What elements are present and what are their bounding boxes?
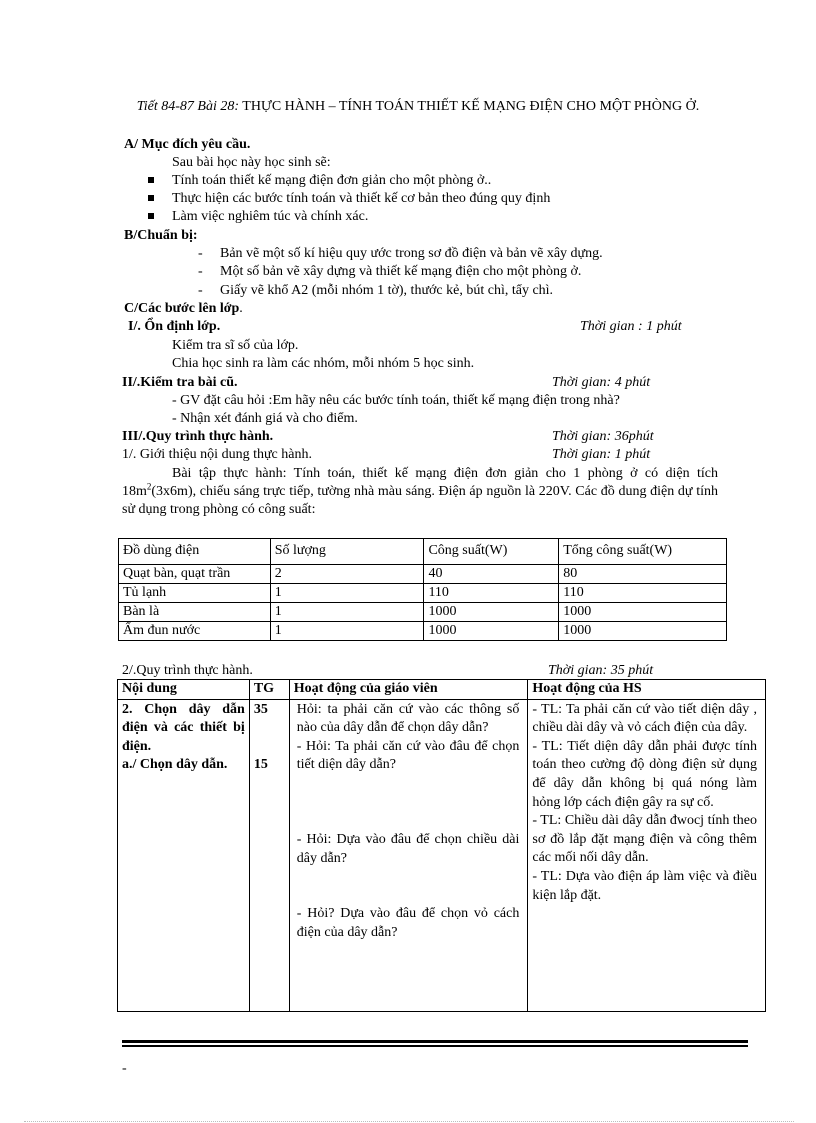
table-cell: 1 xyxy=(270,603,424,622)
part2-heading: 2/.Quy trình thực hành. xyxy=(122,663,253,678)
part-ii-line: - GV đặt câu hỏi :Em hãy nêu các bước tính toán, thiết kế mạng điện trong nhà? xyxy=(172,393,620,408)
bullet-icon xyxy=(148,177,154,183)
table-row xyxy=(119,584,727,603)
content-cell xyxy=(118,699,250,1011)
table-header-cell: Số lượng xyxy=(270,539,424,565)
bullet-icon xyxy=(148,213,154,219)
table-cell: 1 xyxy=(270,622,424,641)
table-header-cell: Tổng công suất(W) xyxy=(559,539,727,565)
time-cell xyxy=(249,699,289,1011)
objective-item: Làm việc nghiêm túc và chính xác. xyxy=(148,208,368,226)
objective-item: Tính toán thiết kế mạng điện đơn giản cho một phòng ở.. xyxy=(148,172,491,190)
teacher-question: - Hỏi? Dựa vào đâu để chọn vỏ cách điện của dây dẫn? xyxy=(296,906,520,940)
table-cell: Ấm đun nước xyxy=(119,622,271,641)
table-row xyxy=(119,603,727,622)
part-ii-line: - Nhận xét đánh giá và cho điểm. xyxy=(172,411,358,426)
table-cell: 80 xyxy=(559,565,727,584)
footer-rule xyxy=(122,1045,748,1047)
objective-item: Thực hiện các bước tính toán và thiết kế cơ bản theo đúng quy định xyxy=(148,190,550,208)
preparation-item: - Một số bản vẽ xây dựng và thiết kế mạng điện cho một phòng ở. xyxy=(198,264,582,279)
content-item: 2. Chọn dây dẫn điện và các thiết bị điện. xyxy=(122,701,245,754)
time-value: 35 xyxy=(253,701,268,717)
part-i-line: Kiểm tra sĩ số của lớp. xyxy=(172,338,299,353)
bullet-icon xyxy=(148,195,154,201)
lesson-title xyxy=(118,98,718,116)
part-i-line: Chia học sinh ra làm các nhóm, mỗi nhóm 5 học sinh. xyxy=(172,356,475,371)
teacher-question: - Hỏi: Ta phải căn cứ vào đâu để chọn tiết diện dây dẫn? xyxy=(296,738,520,773)
table-cell: 1000 xyxy=(559,603,727,622)
table-cell: 2 xyxy=(270,565,424,584)
table-row xyxy=(118,699,766,1011)
part-iii-time: Thời gian: 36phút xyxy=(552,429,654,444)
table-cell: Quạt bàn, quạt trần xyxy=(119,565,271,584)
table-header-row xyxy=(119,539,727,565)
section-c-heading: C/Các bước lên lớp. xyxy=(124,301,243,316)
table-cell: 110 xyxy=(424,584,559,603)
student-answer: - TL: Dựa vào điện áp làm việc và điều kiện lắp đặt. xyxy=(532,868,757,903)
part-ii-heading: II/.Kiểm tra bài cũ. xyxy=(122,375,238,390)
footer-rule xyxy=(122,1040,748,1043)
table-cell: 1000 xyxy=(424,603,559,622)
content-item: a./ Chọn dây dẫn. xyxy=(122,757,228,773)
table-cell: Bàn là xyxy=(119,603,271,622)
table-cell: 40 xyxy=(424,565,559,584)
table-row xyxy=(119,622,727,641)
part-iii-heading: III/.Quy trình thực hành. xyxy=(122,429,274,444)
table-header-cell: Hoạt động của giáo viên xyxy=(289,680,528,700)
table-cell: 110 xyxy=(559,584,727,603)
student-answer: - TL: Ta phải căn cứ vào tiết diện dây , chiều dài dây và vỏ cách điện của dây. xyxy=(532,701,757,736)
part-i-time: Thời gian : 1 phút xyxy=(580,319,682,334)
table-header-cell: Đồ dùng điện xyxy=(119,539,271,565)
sub1-heading: 1/. Giới thiệu nội dung thực hành. xyxy=(122,447,312,462)
preparation-item: - Giấy vẽ khổ A2 (mỗi nhóm 1 tờ), thước kẻ, bút chì, tẩy chì. xyxy=(198,283,554,298)
device-table xyxy=(118,538,727,641)
exercise-description: Bài tập thực hành: Tính toán, thiết kế mạng điện đơn giản cho 1 phòng ở có diện tích $18m^2(3x6m)$, chiếu sáng trực tiếp, tường nhà màu sáng. Điện áp nguồn là 220V. Các đồ dung điện dự tính sử dụng trong phòng có công suất: xyxy=(122,466,718,517)
table-header-cell: Hoạt động của HS xyxy=(528,680,766,700)
table-row xyxy=(119,565,727,584)
part-i-heading: I/. Ổn định lớp. xyxy=(128,319,221,334)
section-a-intro: Sau bài học này học sinh sẽ: xyxy=(172,155,331,170)
teacher-cell xyxy=(289,699,528,1011)
student-answer: - TL: Chiều dài dây dẫn đwocj tính theo sơ đồ lắp đặt mạng điện và công thêm các mối nối dây dẫn. xyxy=(532,813,757,866)
table-cell: 1 xyxy=(270,584,424,603)
table-cell: 1000 xyxy=(424,622,559,641)
student-answer: - TL: Tiết diện dây dẫn phải được tính toán theo cường độ dòng điện sử dụng để dây dẫn không bị quá nóng làm hỏng lớp cách điện gây ra sự cố. xyxy=(532,738,757,810)
table-header-row xyxy=(118,680,766,700)
sub1-time: Thời gian: 1 phút xyxy=(552,447,651,462)
section-a-heading: A/ Mục đích yêu cầu. xyxy=(124,137,251,152)
table-header-cell: Nội dung xyxy=(118,680,250,700)
page-edge-divider xyxy=(24,1121,794,1122)
section-b-heading: B/Chuẩn bị: xyxy=(124,228,198,243)
teacher-question: - Hỏi: Dựa vào đâu để chọn chiều dài dây dẫn? xyxy=(296,831,520,866)
lesson-number: Tiết 84-87 Bài 28: xyxy=(136,99,240,114)
table-header-cell: Công suất(W) xyxy=(424,539,559,565)
process-table xyxy=(117,679,766,1012)
time-value: 15 xyxy=(253,757,268,773)
table-cell: 1000 xyxy=(559,622,727,641)
teacher-question: Hỏi: ta phải căn cứ vào các thông số nào của dây dẫn để chọn dây dẫn? xyxy=(296,701,520,736)
student-cell xyxy=(528,699,766,1011)
table-cell: Tủ lạnh xyxy=(119,584,271,603)
footer-mark: - xyxy=(122,1061,127,1076)
part2-time: Thời gian: 35 phút xyxy=(548,663,654,678)
lesson-title-text: THỰC HÀNH – TÍNH TOÁN THIẾT KẾ MẠNG ĐIỆN CHO MỘT PHÒNG Ở. xyxy=(239,99,700,114)
table-header-cell: TG xyxy=(249,680,289,700)
preparation-item: - Bản vẽ một số kí hiệu quy ước trong sơ đồ điện và bản vẽ xây dựng. xyxy=(198,246,603,261)
part-ii-time: Thời gian: 4 phút xyxy=(552,375,651,390)
